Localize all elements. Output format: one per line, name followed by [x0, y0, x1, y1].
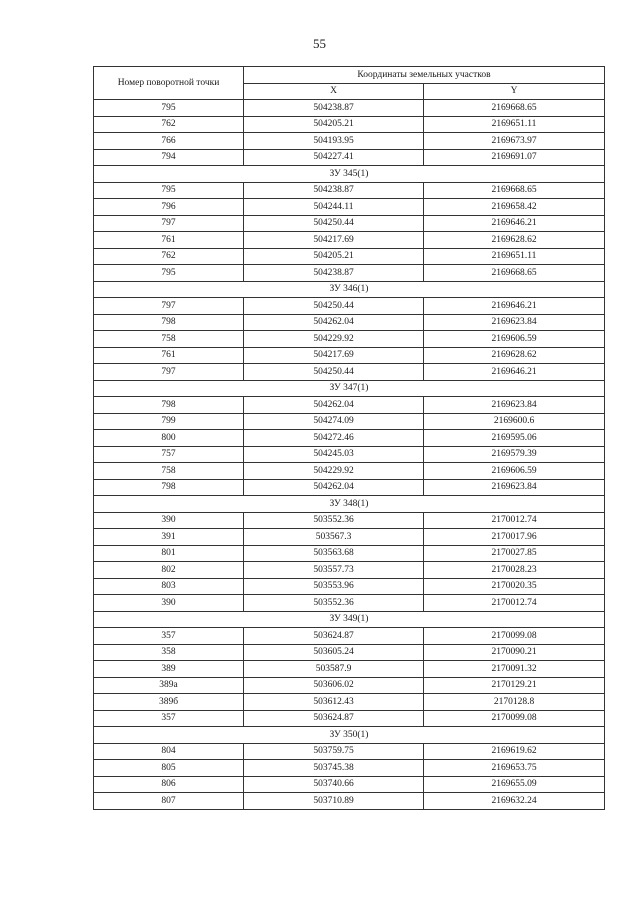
table-row [94, 265, 605, 282]
point-number-cell: 757 [94, 446, 244, 463]
page-number: 55 [313, 36, 326, 51]
table-row [94, 644, 605, 661]
table-row [94, 314, 605, 331]
table-row [94, 331, 605, 348]
table-row [94, 562, 605, 579]
section-row [94, 727, 605, 744]
table-row [94, 793, 605, 810]
y-coordinate-cell: 2169595.06 [424, 430, 605, 447]
point-number-cell: 798 [94, 397, 244, 414]
x-coordinate-cell: 504245.03 [244, 446, 424, 463]
point-number-cell: 797 [94, 364, 244, 381]
x-coordinate-cell: 503587.9 [244, 661, 424, 678]
point-number-cell: 798 [94, 479, 244, 496]
point-number-cell: 762 [94, 248, 244, 265]
point-number-cell: 389 [94, 661, 244, 678]
x-coordinate-cell: 504217.69 [244, 347, 424, 364]
point-number-cell: 803 [94, 578, 244, 595]
y-coordinate-cell: 2169606.59 [424, 463, 605, 480]
x-coordinate-cell: 504193.95 [244, 133, 424, 150]
point-number-cell: 761 [94, 347, 244, 364]
y-coordinate-cell: 2169623.84 [424, 314, 605, 331]
y-coordinate-cell: 2169628.62 [424, 347, 605, 364]
header-y: Y [424, 83, 605, 100]
header-coordinates: Координаты земельных участков [244, 67, 605, 84]
x-coordinate-cell: 503624.87 [244, 628, 424, 645]
table-row [94, 413, 605, 430]
point-number-cell: 766 [94, 133, 244, 150]
point-number-cell: 762 [94, 116, 244, 133]
y-coordinate-cell: 2170099.08 [424, 710, 605, 727]
point-number-cell: 797 [94, 298, 244, 315]
point-number-cell: 391 [94, 529, 244, 546]
x-coordinate-cell: 504227.41 [244, 149, 424, 166]
x-coordinate-cell: 504205.21 [244, 116, 424, 133]
point-number-cell: 761 [94, 232, 244, 249]
y-coordinate-cell: 2169579.39 [424, 446, 605, 463]
x-coordinate-cell: 503552.36 [244, 512, 424, 529]
table-row [94, 116, 605, 133]
section-label: ЗУ 347(1) [94, 380, 605, 397]
section-label: ЗУ 346(1) [94, 281, 605, 298]
x-coordinate-cell: 504250.44 [244, 298, 424, 315]
point-number-cell: 357 [94, 710, 244, 727]
point-number-cell: 804 [94, 743, 244, 760]
x-coordinate-cell: 504238.87 [244, 100, 424, 117]
x-coordinate-cell: 503553.96 [244, 578, 424, 595]
y-coordinate-cell: 2169651.11 [424, 116, 605, 133]
x-coordinate-cell: 504262.04 [244, 314, 424, 331]
table-row [94, 133, 605, 150]
section-row [94, 496, 605, 513]
section-label: ЗУ 348(1) [94, 496, 605, 513]
x-coordinate-cell: 503745.38 [244, 760, 424, 777]
point-number-cell: 802 [94, 562, 244, 579]
x-coordinate-cell: 503740.66 [244, 776, 424, 793]
table-row [94, 694, 605, 711]
y-coordinate-cell: 2169668.65 [424, 265, 605, 282]
table-row [94, 149, 605, 166]
x-coordinate-cell: 503606.02 [244, 677, 424, 694]
table-row [94, 628, 605, 645]
table-row [94, 199, 605, 216]
section-row [94, 281, 605, 298]
point-number-cell: 390 [94, 595, 244, 612]
y-coordinate-cell: 2170027.85 [424, 545, 605, 562]
point-number-cell: 795 [94, 265, 244, 282]
y-coordinate-cell: 2169655.09 [424, 776, 605, 793]
table-row [94, 512, 605, 529]
x-coordinate-cell: 504272.46 [244, 430, 424, 447]
x-coordinate-cell: 503624.87 [244, 710, 424, 727]
y-coordinate-cell: 2169632.24 [424, 793, 605, 810]
section-label: ЗУ 349(1) [94, 611, 605, 628]
point-number-cell: 799 [94, 413, 244, 430]
y-coordinate-cell: 2169619.62 [424, 743, 605, 760]
point-number-cell: 806 [94, 776, 244, 793]
table-row [94, 545, 605, 562]
x-coordinate-cell: 504244.11 [244, 199, 424, 216]
table-row [94, 710, 605, 727]
x-coordinate-cell: 504250.44 [244, 215, 424, 232]
table-body [94, 100, 605, 810]
y-coordinate-cell: 2170012.74 [424, 512, 605, 529]
x-coordinate-cell: 504238.87 [244, 265, 424, 282]
table-row [94, 463, 605, 480]
section-row [94, 166, 605, 183]
point-number-cell: 805 [94, 760, 244, 777]
table-row [94, 100, 605, 117]
point-number-cell: 758 [94, 331, 244, 348]
table-header [94, 67, 605, 100]
section-row [94, 611, 605, 628]
point-number-cell: 358 [94, 644, 244, 661]
table-row [94, 232, 605, 249]
x-coordinate-cell: 504250.44 [244, 364, 424, 381]
x-coordinate-cell: 504274.09 [244, 413, 424, 430]
table-row [94, 743, 605, 760]
x-coordinate-cell: 503605.24 [244, 644, 424, 661]
section-label: ЗУ 350(1) [94, 727, 605, 744]
x-coordinate-cell: 504238.87 [244, 182, 424, 199]
point-number-cell: 801 [94, 545, 244, 562]
y-coordinate-cell: 2170028.23 [424, 562, 605, 579]
y-coordinate-cell: 2170128.8 [424, 694, 605, 711]
y-coordinate-cell: 2170129.21 [424, 677, 605, 694]
y-coordinate-cell: 2169600.6 [424, 413, 605, 430]
point-number-cell: 390 [94, 512, 244, 529]
y-coordinate-cell: 2169668.65 [424, 100, 605, 117]
point-number-cell: 800 [94, 430, 244, 447]
table-row [94, 364, 605, 381]
y-coordinate-cell: 2169606.59 [424, 331, 605, 348]
y-coordinate-cell: 2170090.21 [424, 644, 605, 661]
x-coordinate-cell: 504262.04 [244, 479, 424, 496]
table-row [94, 446, 605, 463]
point-number-cell: 389а [94, 677, 244, 694]
table-row [94, 776, 605, 793]
section-row [94, 380, 605, 397]
table-row [94, 595, 605, 612]
y-coordinate-cell: 2169623.84 [424, 397, 605, 414]
y-coordinate-cell: 2170012.74 [424, 595, 605, 612]
table-row [94, 677, 605, 694]
point-number-cell: 798 [94, 314, 244, 331]
y-coordinate-cell: 2169646.21 [424, 215, 605, 232]
x-coordinate-cell: 503567.3 [244, 529, 424, 546]
table-row [94, 578, 605, 595]
point-number-cell: 795 [94, 100, 244, 117]
y-coordinate-cell: 2169658.42 [424, 199, 605, 216]
table-row [94, 479, 605, 496]
point-number-cell: 796 [94, 199, 244, 216]
table-row [94, 529, 605, 546]
header-point-number: Номер поворотной точки [94, 67, 244, 100]
point-number-cell: 807 [94, 793, 244, 810]
x-coordinate-cell: 504217.69 [244, 232, 424, 249]
x-coordinate-cell: 503552.36 [244, 595, 424, 612]
point-number-cell: 389б [94, 694, 244, 711]
point-number-cell: 797 [94, 215, 244, 232]
y-coordinate-cell: 2169673.97 [424, 133, 605, 150]
x-coordinate-cell: 504229.92 [244, 463, 424, 480]
y-coordinate-cell: 2169646.21 [424, 298, 605, 315]
table-row [94, 397, 605, 414]
y-coordinate-cell: 2169691.07 [424, 149, 605, 166]
y-coordinate-cell: 2170099.08 [424, 628, 605, 645]
x-coordinate-cell: 503563.68 [244, 545, 424, 562]
point-number-cell: 795 [94, 182, 244, 199]
point-number-cell: 794 [94, 149, 244, 166]
coordinates-table [93, 66, 605, 810]
point-number-cell: 758 [94, 463, 244, 480]
y-coordinate-cell: 2169651.11 [424, 248, 605, 265]
x-coordinate-cell: 504262.04 [244, 397, 424, 414]
table-row [94, 347, 605, 364]
table-row [94, 215, 605, 232]
y-coordinate-cell: 2170017.96 [424, 529, 605, 546]
x-coordinate-cell: 503710.89 [244, 793, 424, 810]
table-row [94, 182, 605, 199]
table-row [94, 298, 605, 315]
y-coordinate-cell: 2169668.65 [424, 182, 605, 199]
table-row [94, 661, 605, 678]
table-row [94, 430, 605, 447]
y-coordinate-cell: 2170091.32 [424, 661, 605, 678]
x-coordinate-cell: 504205.21 [244, 248, 424, 265]
header-x: X [244, 83, 424, 100]
table-row [94, 760, 605, 777]
point-number-cell: 357 [94, 628, 244, 645]
x-coordinate-cell: 504229.92 [244, 331, 424, 348]
table-row [94, 248, 605, 265]
x-coordinate-cell: 503759.75 [244, 743, 424, 760]
x-coordinate-cell: 503612.43 [244, 694, 424, 711]
section-label: ЗУ 345(1) [94, 166, 605, 183]
y-coordinate-cell: 2169623.84 [424, 479, 605, 496]
y-coordinate-cell: 2169646.21 [424, 364, 605, 381]
x-coordinate-cell: 503557.73 [244, 562, 424, 579]
y-coordinate-cell: 2170020.35 [424, 578, 605, 595]
y-coordinate-cell: 2169628.62 [424, 232, 605, 249]
y-coordinate-cell: 2169653.75 [424, 760, 605, 777]
